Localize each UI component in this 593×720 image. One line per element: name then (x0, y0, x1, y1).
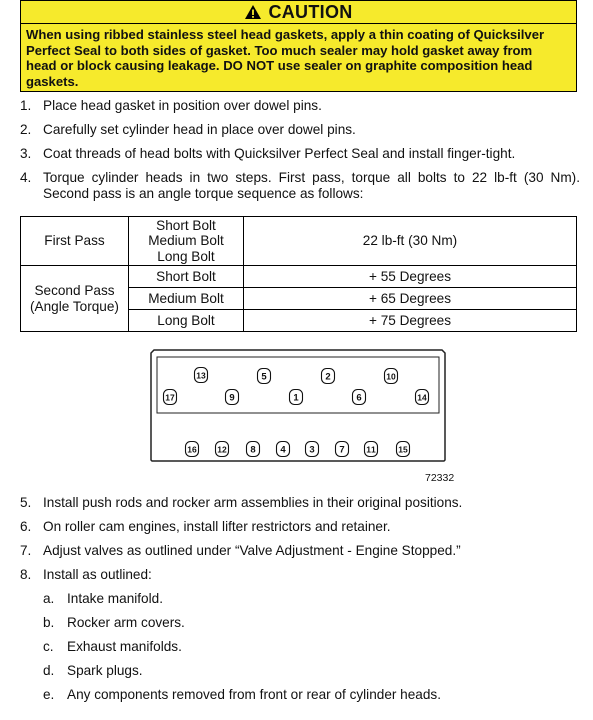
bolt-group (164, 368, 429, 457)
bolt-number: 5 (261, 371, 267, 383)
bolt-marker (416, 390, 429, 405)
warning-icon (244, 4, 262, 20)
bolt-marker (385, 369, 398, 384)
caution-title: CAUTION (268, 1, 353, 22)
step-number: 5. (20, 495, 32, 510)
caution-header (21, 1, 576, 24)
steps-list-top (20, 98, 580, 210)
step-text: Place head gasket in position over dowel pins. (43, 98, 322, 113)
bolt-marker (397, 442, 410, 457)
step-number: 4. (20, 170, 32, 185)
step-number: 8. (20, 567, 32, 582)
table-row (21, 217, 577, 266)
bolt-marker (258, 369, 271, 384)
step-text: Install as outlined: (43, 567, 152, 582)
bolt-marker (336, 442, 349, 457)
step-item (20, 519, 580, 535)
step-item (20, 98, 580, 114)
bolt-number: 10 (386, 371, 396, 382)
step-text: Install push rods and rocker arm assemblies in their original positions. (43, 495, 463, 510)
substep-item (20, 687, 580, 703)
bolt-marker (247, 442, 260, 457)
step-number: 6. (20, 519, 32, 534)
second-pass-label: Second Pass (34, 283, 115, 298)
substep-letter: c. (43, 639, 54, 654)
cylinder-head-diagram (148, 345, 448, 490)
step-text: Adjust valves as outlined under “Valve Adjustment - Engine Stopped.” (43, 543, 461, 558)
bolt-number: 3 (309, 444, 315, 456)
step-text: On roller cam engines, install lifter restrictors and retainer. (43, 519, 391, 534)
step-number: 3. (20, 146, 32, 161)
bolt-number: 15 (398, 444, 408, 455)
bolt-number: 16 (187, 444, 197, 455)
bolt-marker (365, 442, 378, 457)
step-number: 2. (20, 122, 32, 137)
step-item (20, 146, 580, 162)
step-item (20, 170, 580, 202)
figure-number: 72332 (425, 472, 455, 484)
bolt-number: 12 (217, 444, 227, 455)
step-item (20, 543, 580, 559)
bolt-number: 17 (165, 392, 175, 403)
substep-text: Exhaust manifolds. (67, 639, 182, 654)
caution-line: head or block causing leakage. DO NOT use sealer on graphite composition head (26, 58, 533, 74)
angle-value-cell: + 75 Degrees (244, 310, 577, 332)
substep-letter: e. (43, 687, 55, 702)
second-pass-cell (21, 266, 129, 332)
bolt-marker (322, 369, 335, 384)
bolt-marker (290, 390, 303, 405)
second-pass-label: (Angle Torque) (30, 298, 119, 314)
bolt-marker (216, 442, 229, 457)
torque-value-cell: 22 lb-ft (30 Nm) (244, 217, 577, 266)
step-number: 1. (20, 98, 32, 113)
bolt-number: 9 (229, 392, 235, 404)
substep-letter: b. (43, 615, 55, 630)
steps-list-bottom (20, 495, 580, 711)
angle-value-cell: + 65 Degrees (244, 288, 577, 310)
bolt-cell: Medium Bolt (129, 288, 244, 310)
bolt-label: Medium Bolt (148, 233, 224, 249)
substep-letter: a. (43, 591, 55, 606)
bolt-marker (306, 442, 319, 457)
step-text: Torque cylinder heads in two steps. First pass, torque all bolts to 22 lb-ft (30 Nm). Second pass is an angle torque sequence as follows: (43, 170, 580, 201)
substep-item (20, 615, 580, 631)
substep-item (20, 639, 580, 655)
caution-line: gaskets. (26, 73, 79, 89)
bolt-list-cell (129, 217, 244, 266)
bolt-label: Short Bolt (156, 217, 216, 233)
substep-text: Intake manifold. (67, 591, 163, 606)
bolt-marker (277, 442, 290, 457)
table-row (21, 266, 577, 288)
substep-text: Any components removed from front or rear of cylinder heads. (67, 687, 442, 702)
bolt-number: 14 (417, 392, 427, 403)
bolt-marker (353, 390, 366, 405)
substep-item (20, 663, 580, 679)
bolt-marker (186, 442, 199, 457)
angle-value-cell: + 55 Degrees (244, 266, 577, 288)
bolt-number: 7 (339, 444, 345, 456)
substep-letter: d. (43, 663, 55, 678)
bolt-number: 13 (196, 370, 206, 381)
bolt-marker (164, 390, 177, 405)
bolt-cell: Short Bolt (129, 266, 244, 288)
caution-line: When using ribbed stainless steel head gaskets, apply a thin coating of Quicksilver (26, 27, 545, 42)
step-text: Coat threads of head bolts with Quicksilver Perfect Seal and install finger-tight. (43, 146, 516, 161)
step-text: Carefully set cylinder head in place over dowel pins. (43, 122, 356, 137)
caution-text (21, 24, 576, 89)
caution-box (20, 0, 577, 92)
step-item (20, 567, 580, 583)
bolt-number: 8 (250, 444, 256, 456)
first-pass-cell: First Pass (21, 217, 129, 266)
bolt-marker (226, 390, 239, 405)
bolt-number: 11 (366, 444, 376, 455)
bolt-number: 1 (293, 392, 299, 404)
torque-table (20, 216, 577, 332)
step-number: 7. (20, 543, 32, 558)
step-item (20, 495, 580, 511)
substep-text: Spark plugs. (67, 663, 143, 678)
bolt-marker (195, 368, 208, 383)
bolt-cell: Long Bolt (129, 310, 244, 332)
substep-text: Rocker arm covers. (67, 615, 185, 630)
bolt-number: 4 (280, 444, 286, 456)
bolt-label: Long Bolt (157, 248, 215, 264)
bolt-number: 6 (356, 392, 362, 404)
substep-item (20, 591, 580, 607)
step-item (20, 122, 580, 138)
caution-line: Perfect Seal to both sides of gasket. Too much sealer may hold gasket away from (26, 42, 533, 58)
bolt-number: 2 (325, 371, 331, 383)
